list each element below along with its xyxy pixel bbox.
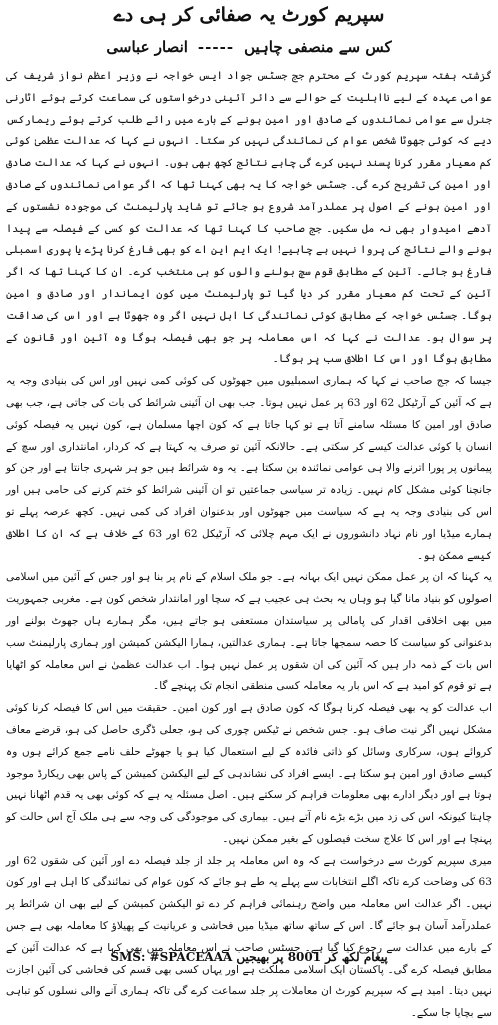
sms-instruction: پیغام لکھ کر 8001 پر بھیجیں bbox=[236, 950, 388, 964]
article-paragraph: یہ کہنا کہ ان پر عمل ممکن نہیں ایک بہانہ ہے۔ جو ملک اسلام کے نام پر بنا ہو اور جس کے آئین میں اسلامی اصولوں کو بنیاد مانا گیا ہو وہاں یہ بحث ہی عجیب ہے کہ سچا اور امانتدار شخص کون ہے۔ مغربی جمہوریت میں بھی اخلاقی اقدار کی پامالی پر سیاستدان مستعفی ہو جاتے ہیں، مگر ہمارے ہاں جھوٹ بولنے اور بدعنوانی کو سیاست کا حصہ سمجھا جاتا ہے۔ ہماری عدالتیں، ہمارا الیکشن کمیشن اور ہماری پارلیمنٹ سب اس بات کے ذمہ دار ہیں کہ آئین کی ان شقوں پر عمل نہیں ہوا۔ اب عدالت عظمیٰ نے اس معاملہ کو اٹھایا ہے تو قوم کو امید ہے کہ اس بار یہ معاملہ کسی منطقی انجام تک پہنچے گا۔ bbox=[6, 571, 492, 693]
headline: سپریم کورٹ یہ صفائی کر ہی دے bbox=[113, 4, 385, 26]
byline-author: انصار عباسی bbox=[106, 38, 188, 56]
byline-tagline: کس سے منصفی چاہیں bbox=[244, 38, 392, 56]
byline-separator: ----- bbox=[197, 38, 235, 56]
article-paragraph: جیسا کہ جج صاحب نے کہا کہ ہماری اسمبلیوں میں جھوٹوں کی کوئی کمی نہیں اور اس کی بنیادی وجہ یہ ہے کہ آئین کے آرٹیکل 62 اور 63 پر عمل نہیں ہوتا۔ جب بھی ان آئینی شرائط کی بات کی جاتی ہے، جب بھی صادق اور امین کا مسئلہ سامنے آتا ہے تو کہا جاتا ہے کہ کون اچھا مسلمان ہے، کون نہیں یہ فیصلہ کوئی انسان یا کوئی عدالت کیسے کر سکتی ہے۔ حالانکہ آئین تو صرف یہ کہتا ہے کہ کردار، امانتداری اور سچ کے پیمانوں پر پورا اترنے والا ہی عوامی نمائندہ بن سکتا ہے۔ یہ وہ شرائط ہیں جو ہر شہری جانتا ہے اور جن کو جانچنا کوئی مشکل کام نہیں۔ زیادہ تر سیاسی جماعتیں تو ان آئینی شرائط کو ختم کرنے کی حامی ہیں اور اس کی بنیادی وجہ یہ ہے کہ سیاست میں جھوٹوں اور بدعنوان افراد کی کمی نہیں۔ کچھ عرصہ پہلے تو ہمارے میڈیا اور نام نہاد دانشوروں نے ایک مہم چلائی کہ آرٹیکل 62 اور 63 کے خلاف ہے کہ ان کا اطلاق کیسے ممکن ہو۔ bbox=[6, 375, 492, 562]
article-paragraph: میری سپریم کورٹ سے درخواست ہے کہ وہ اس معاملہ پر جلد از جلد فیصلہ دے اور آئین کی شقوں 62 اور 63 کی وضاحت کرے تاکہ اگلے انتخابات سے پہلے یہ طے ہو جائے کہ کون عوام کی نمائندگی کا اہل ہے اور کون نہیں۔ اگر عدالت اس معاملہ میں واضح رہنمائی فراہم کر دے تو الیکشن کمیشن کے لیے بھی ان شرائط پر عملدرآمد آسان ہو جائے گا۔ اس کے ساتھ ساتھ میڈیا میں فحاشی و عریانیت کے پھیلاؤ کا معاملہ بھی ہے جس کے بارے میں عدالت سے رجوع کیا گیا ہے۔ جسٹس صاحب نے اس معاملہ میں بھی کہا ہے کہ عدالت آئین کے مطابق فیصلہ کرے گی۔ پاکستان ایک اسلامی مملکت ہے اور یہاں کسی بھی قسم کی فحاشی کی آئین اجازت نہیں دیتا۔ امید ہے کہ سپریم کورٹ ان معاملات پر جلد سماعت کرے گی تاکہ ہماری آنے والی نسلوں کو تباہی سے بچایا جا سکے۔ bbox=[6, 854, 492, 1020]
sms-footer bbox=[0, 944, 498, 970]
article-paragraph: گزشتہ ہفتہ سپریم کورٹ کے محترم جج جسٹس جواد ایس خواجہ نے وزیر اعظم نواز شریف کی عوامی عہدہ کے لیے نااہلیت کے حوالے سے دائر آئینی درخواستوں کی سماعت کرتے ہوئے اٹارنی جنرل سے عوامی نمائندوں کے صادق اور امین ہونے کے بارے میں رائے طلب کرتے ہوئے ریمارکس دیے کہ کوئی جھوٹا شخص عوام کی نمائندگی نہیں کر سکتا۔ انہوں نے کہا کہ عدالت عظمیٰ کوئی کم معیار مقرر کرنا پسند نہیں کرے گی چاہے نتائج کچھ بھی ہوں۔ انہوں نے کہا کہ عدالت صادق اور امین کی تشریح کرے گی۔ جسٹس خواجہ کا یہ بھی کہنا تھا کہ اگر عوامی نمائندوں کے صادق اور امین ہونے کے اصول پر عملدرآمد شروع ہو جائے تو شاید پارلیمنٹ کی موجودہ نشستوں کے آدھے امیدوار بھی نہ مل سکیں۔ جج صاحب کا کہنا تھا کہ عدالت کو کسی کے فیصلہ سے پیدا ہونے والے نتائج کی پروا نہیں ہے چاہیے! ایک ایم این اے کو بھی فارغ کرنا پڑے یا پوری اسمبلی فارغ ہو جائے۔ آئین کے مطابق قوم سچ بولنے والوں کو ہی منتخب کرے۔ ان کا کہنا تھا کہ اگر آئین کے تحت کم معیار مقرر کر دیا گیا تو پارلیمنٹ میں کون ایماندار اور صادق و امین ہوگا۔ جسٹس خواجہ کے مطابق کوئی نمائندگی کا اہل نہیں اگر وہ جھوٹا ہے اور اس کی صداقت پر سوال ہو۔ عدالت نے کہا کہ اس معاملہ پر جو بھی فیصلہ ہوگا وہ آئین اور قانون کے مطابق ہوگا اور اس کا اطلاق سب پر ہوگا۔ bbox=[6, 70, 492, 366]
article-paragraph: اب عدالت کو یہ بھی فیصلہ کرنا ہوگا کہ کون صادق ہے اور کون امین۔ حقیقت میں اس کا فیصلہ کرنا کوئی مشکل نہیں اگر نیت صاف ہو۔ جس شخص نے ٹیکس چوری کی ہو، جعلی ڈگری حاصل کی ہو، قرضے معاف کروائے ہوں، سرکاری وسائل کو ذاتی فائدہ کے لیے استعمال کیا ہو یا جھوٹے حلف نامے جمع کرائے ہوں وہ کیسے صادق اور امین ہو سکتا ہے۔ ایسے افراد کی نشاندہی کے لیے الیکشن کمیشن کے پاس بھی ریکارڈ موجود ہوتا ہے اور دیگر ادارے بھی معلومات فراہم کر سکتے ہیں۔ اصل مسئلہ یہ ہے کہ کوئی بھی یہ قدم اٹھانا نہیں چاہتا کیونکہ اس کی زد میں بڑے بڑے نام آتے ہیں۔ بیماری کی موجودگی کی وجہ سے ہی ملک آج اس حالت کو پہنچا ہے اور اس کا علاج سخت فیصلوں کے بغیر ممکن نہیں۔ bbox=[6, 702, 492, 845]
sms-code: SMS: #SPACEAAA bbox=[110, 950, 233, 964]
byline bbox=[0, 33, 498, 61]
